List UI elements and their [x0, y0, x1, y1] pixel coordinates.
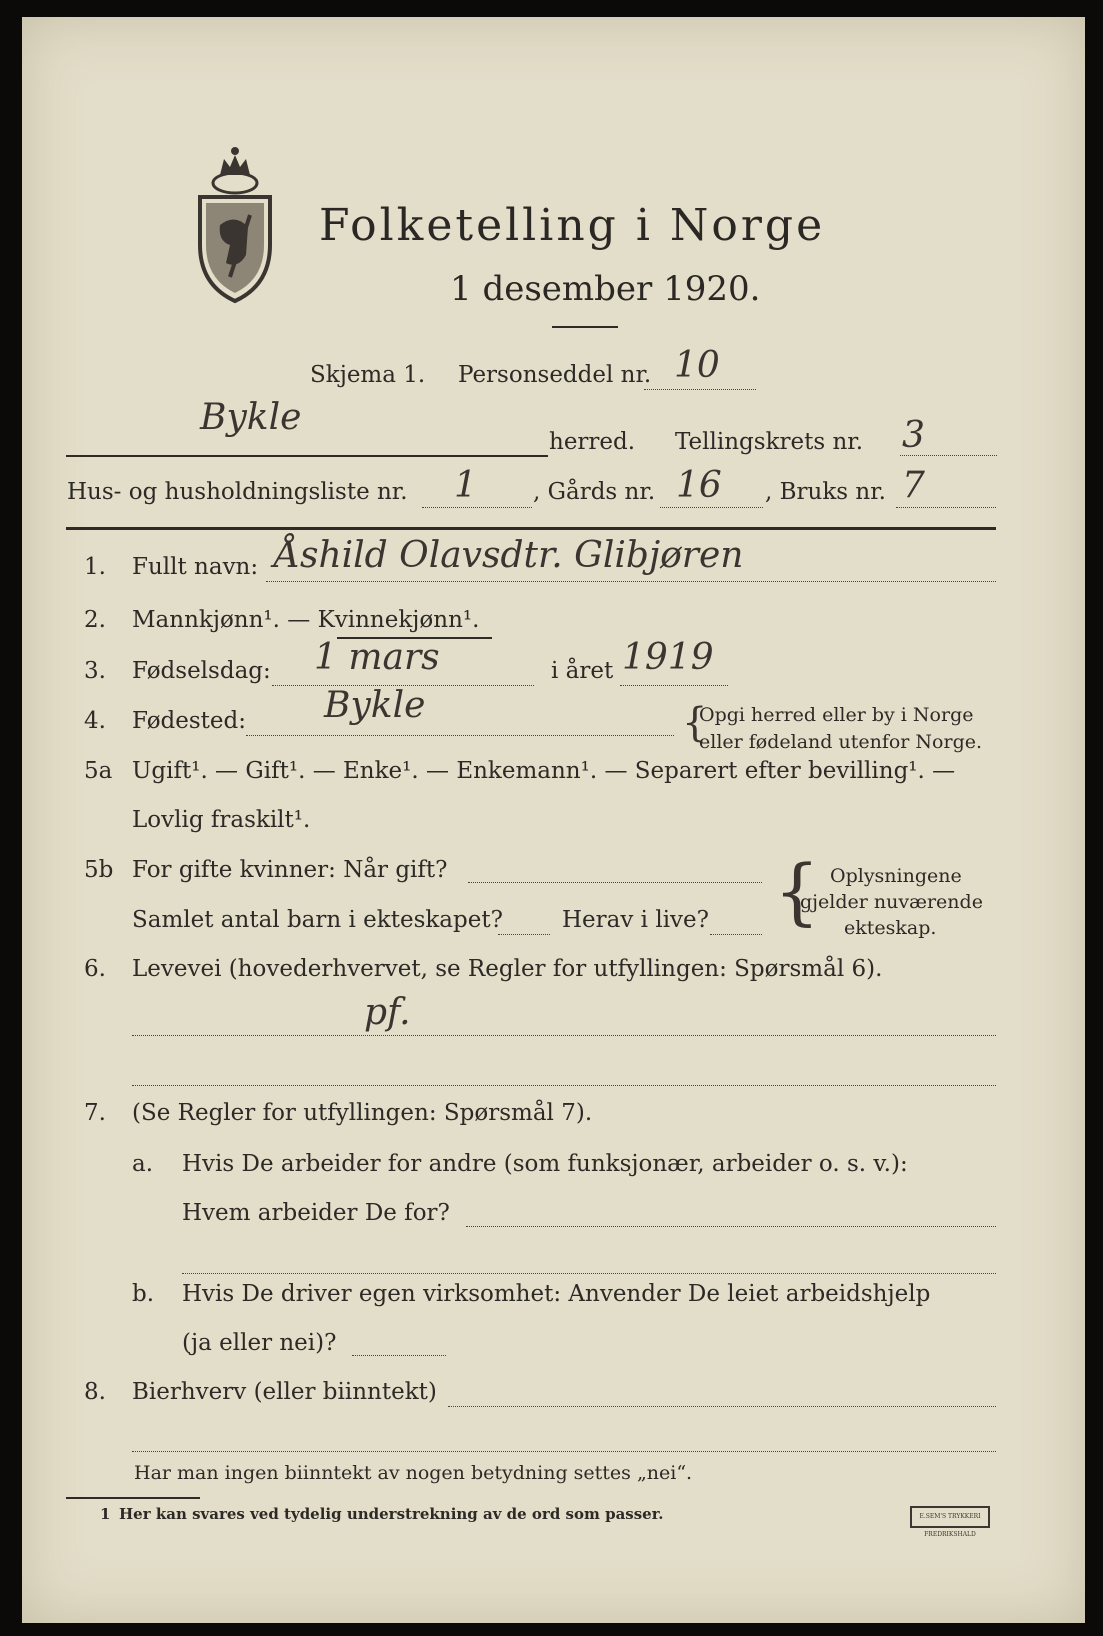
q4-note-line1: Opgi herred eller by i Norge — [699, 704, 974, 726]
census-date: 1 desember 1920. — [450, 269, 761, 309]
q2-label: Mannkjønn¹. — Kvinnekjønn¹. — [132, 607, 480, 633]
q7a-line2: Hvem arbeider De for? — [182, 1200, 450, 1226]
census-form — [22, 17, 1085, 1623]
q5a-line2: Lovlig fraskilt¹. — [132, 807, 311, 833]
header-divider — [66, 527, 996, 530]
gards-line — [660, 507, 763, 508]
q4-label: Fødested: — [132, 708, 247, 734]
q3-label: Fødselsdag: — [132, 658, 271, 684]
q6-line1 — [132, 1035, 996, 1036]
q6-line2 — [132, 1085, 996, 1086]
q7-number: 7. — [84, 1100, 106, 1126]
q5b-children-line — [498, 934, 550, 935]
q8-label: Bierhverv (eller biinntekt) — [132, 1379, 437, 1405]
title-divider — [552, 326, 618, 328]
q5b-line1: For gifte kvinner: Når gift? — [132, 857, 448, 883]
q8-note: Har man ingen biinntekt av nogen betydning settes „nei“. — [134, 1462, 693, 1484]
coat-of-arms-icon — [190, 145, 280, 305]
bruks-line — [896, 507, 996, 508]
q8-line1 — [448, 1406, 996, 1407]
q1-number: 1. — [84, 554, 106, 580]
footnote-divider — [66, 1497, 200, 1499]
q5a-line1: Ugift¹. — Gift¹. — Enke¹. — Enkemann¹. — Separert efter bevilling¹. — — [132, 758, 956, 784]
herred-line — [66, 455, 548, 457]
q4-note-line2: eller fødeland utenfor Norge. — [699, 731, 983, 753]
q5b-note-line3: ekteskap. — [844, 917, 937, 939]
bruks-label: , Bruks nr. — [765, 479, 886, 505]
q3-year-line — [620, 685, 728, 686]
herred-label: herred. — [549, 429, 636, 455]
bruks-value[interactable]: 7 — [902, 465, 925, 506]
q7b-line1: Hvis De driver egen virksomhet: Anvender De leiet arbeidshjelp — [182, 1281, 931, 1307]
q7b-line2: (ja eller nei)? — [182, 1330, 337, 1356]
q1-label: Fullt navn: — [132, 554, 259, 580]
q5b-note-line2: gjelder nuværende — [800, 891, 983, 913]
personseddel-value[interactable]: 10 — [674, 345, 720, 386]
q7a-employer-line — [466, 1226, 996, 1227]
q2-number: 2. — [84, 607, 106, 633]
birth-year-value[interactable]: 1919 — [622, 637, 714, 678]
q7b-letter: b. — [132, 1281, 155, 1307]
q5b-number: 5b — [84, 857, 114, 883]
footnote-mark: 1 — [100, 1505, 111, 1523]
occupation-value[interactable]: pf. — [364, 992, 411, 1033]
q4-line — [246, 735, 674, 736]
tellingskrets-label: Tellingskrets nr. — [675, 429, 864, 455]
q8-number: 8. — [84, 1379, 106, 1405]
herred-value[interactable]: Bykle — [200, 397, 302, 438]
schema-label: Skjema 1. — [310, 362, 426, 388]
gards-label: , Gårds nr. — [533, 479, 656, 505]
footnote-text: Her kan svares ved tydelig understrekning av de ord som passer. — [119, 1505, 664, 1523]
personseddel-label: Personseddel nr. — [458, 362, 652, 388]
husliste-label: Hus- og husholdningsliste nr. — [67, 479, 408, 505]
q7-label: (Se Regler for utfyllingen: Spørsmål 7). — [132, 1100, 593, 1126]
q5b-brace-icon: { — [774, 849, 820, 933]
q7a-extra-line — [182, 1273, 996, 1274]
birthplace-value[interactable]: Bykle — [324, 685, 426, 726]
q1-line — [266, 581, 996, 582]
q5b-line2: Samlet antal barn i ekteskapet? — [132, 907, 503, 933]
full-name-value[interactable]: Åshild Olavsdtr. Glibjøren — [274, 535, 744, 576]
form-title: Folketelling i Norge — [319, 200, 826, 251]
q7a-line1: Hvis De arbeider for andre (som funksjonær, arbeider o. s. v.): — [182, 1151, 908, 1177]
husliste-value[interactable]: 1 — [454, 465, 477, 506]
q5b-alive-line — [710, 934, 762, 935]
gards-value[interactable]: 16 — [676, 465, 722, 506]
birthday-value[interactable]: 1 mars — [314, 637, 440, 678]
q4-number: 4. — [84, 708, 106, 734]
q4-brace-icon: { — [682, 700, 708, 746]
q7a-letter: a. — [132, 1151, 154, 1177]
q5b-note-line1: Oplysningene — [830, 865, 962, 887]
tellingskrets-value[interactable]: 3 — [902, 415, 925, 456]
q3-number: 3. — [84, 658, 106, 684]
q5b-married-line — [468, 882, 762, 883]
q6-number: 6. — [84, 956, 106, 982]
q8-line2 — [132, 1451, 996, 1452]
q5a-number: 5a — [84, 758, 113, 784]
q6-label: Levevei (hovederhvervet, se Regler for utfyllingen: Spørsmål 6). — [132, 956, 883, 982]
printer-stamp: E.SEM'S TRYKKERI FREDRIKSHALD — [910, 1506, 990, 1528]
q7b-answer-line — [352, 1355, 446, 1356]
personseddel-line — [644, 389, 756, 390]
q5b-line2b: Herav i live? — [562, 907, 709, 933]
husliste-line — [422, 507, 532, 508]
q3-year-label: i året — [551, 658, 614, 684]
